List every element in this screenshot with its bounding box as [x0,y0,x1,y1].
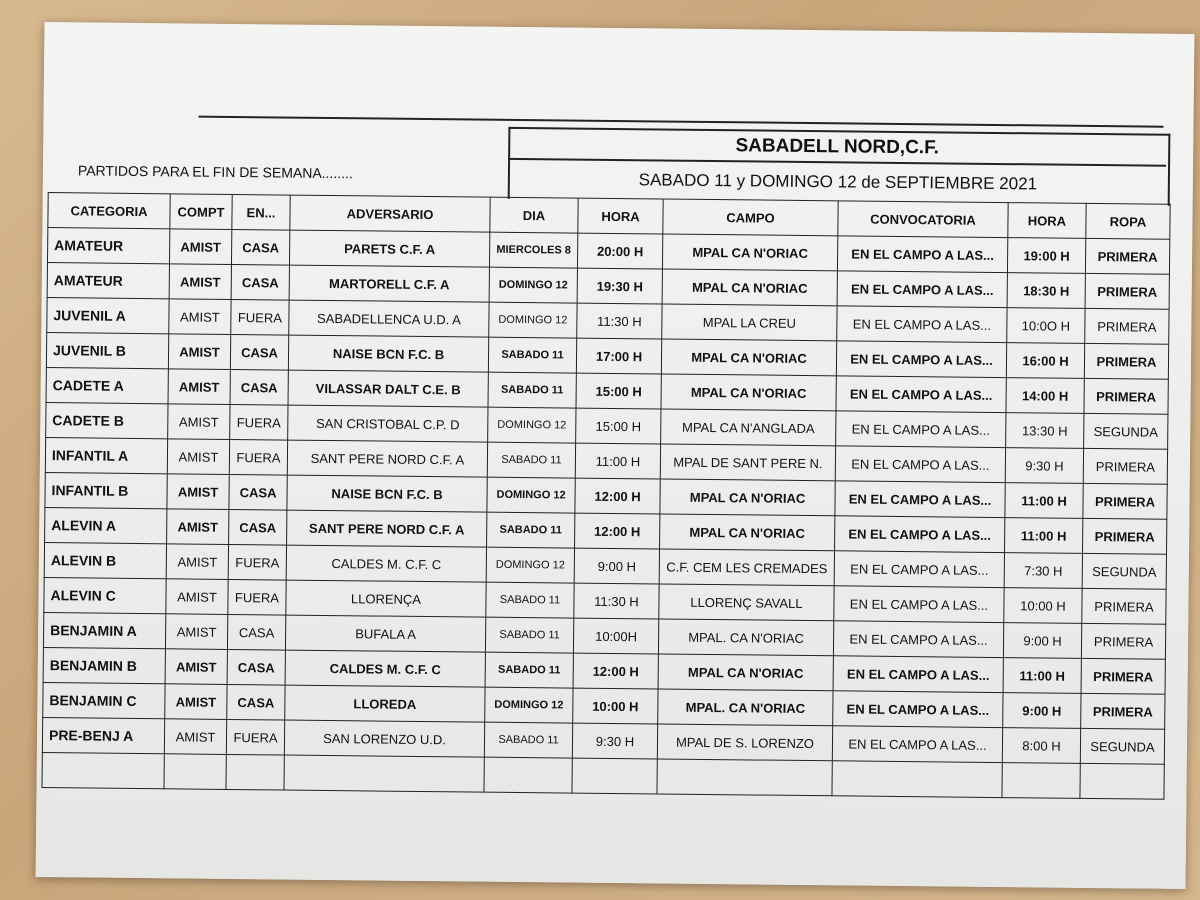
cell-en: FUERA [228,544,286,580]
cell-categoria: ALEVIN B [44,543,166,579]
cell-categoria: AMATEUR [47,263,169,299]
column-header-compt: COMPT [170,194,232,230]
cell-compt: AMIST [165,684,227,720]
cell-hora-convocatoria: 18:30 H [1007,273,1085,309]
cell-categoria: ALEVIN C [44,578,166,614]
cell-adversario: MARTORELL C.F. A [289,265,489,302]
column-header-dia: DIA [490,197,578,233]
column-header-ropa: ROPA [1086,203,1170,239]
cell-dia: DOMINGO 12 [485,687,573,723]
cell-dia: SABADO 11 [488,372,576,408]
cell-ropa: SEGUNDA [1080,728,1164,764]
column-header-campo: CAMPO [663,199,838,236]
cell-hora-convocatoria: 9:30 H [1005,448,1083,484]
empty-cell [226,754,284,790]
cell-hora: 11:00 H [575,443,660,479]
cell-ropa: PRIMERA [1085,308,1169,344]
cell-adversario: NAISE BCN F.C. B [287,475,487,512]
cell-hora: 19:30 H [577,268,662,304]
cell-compt: AMIST [164,719,226,755]
cell-adversario: CALDES M. C.F. C [286,545,486,582]
cell-hora: 12:00 H [573,653,658,689]
cell-convocatoria: EN EL CAMPO A LAS... [833,656,1003,693]
cell-hora-convocatoria: 11:00 H [1003,658,1081,694]
cell-dia: SABADO 11 [487,442,575,478]
cell-en: CASA [229,474,287,510]
cell-ropa: PRIMERA [1083,518,1167,554]
empty-cell [832,761,1002,798]
cell-hora: 15:00 H [576,408,661,444]
empty-cell [284,755,484,792]
cell-compt: AMIST [165,614,227,650]
cell-convocatoria: EN EL CAMPO A LAS... [835,516,1005,553]
cell-campo: LLORENÇ SAVALL [659,584,834,621]
cell-dia: DOMINGO 12 [489,267,577,303]
cell-compt: AMIST [168,334,230,370]
cell-hora: 20:00 H [577,233,662,269]
cell-compt: AMIST [167,474,229,510]
cell-en: CASA [230,369,288,405]
cell-adversario: SANT PERE NORD C.F. A [287,440,487,477]
cell-dia: DOMINGO 12 [488,407,576,443]
cell-dia: DOMINGO 12 [487,477,575,513]
cell-categoria: PRE-BENJ A [42,718,164,754]
match-dates: SABADO 11 y DOMINGO 12 de SEPTIEMBRE 2021 [638,170,1038,194]
cell-dia: DOMINGO 12 [486,547,574,583]
cell-compt: AMIST [168,404,230,440]
cell-convocatoria: EN EL CAMPO A LAS... [837,306,1007,343]
empty-cell [1002,763,1080,799]
cell-campo: MPAL CA N'ORIAC [661,374,836,411]
cell-adversario: PARETS C.F. A [289,230,489,267]
cell-hora-convocatoria: 10:0O H [1007,308,1085,344]
cell-ropa: PRIMERA [1082,588,1166,624]
cell-convocatoria: EN EL CAMPO A LAS... [836,376,1006,413]
cell-ropa: SEGUNDA [1084,413,1168,449]
table-body [42,228,1170,800]
cell-adversario: BUFALA A [285,615,485,652]
cell-convocatoria: EN EL CAMPO A LAS... [834,586,1004,623]
cell-categoria: ALEVIN A [45,508,167,544]
cell-convocatoria: EN EL CAMPO A LAS... [832,726,1002,763]
cell-campo: MPAL CA N'ORIAC [660,514,835,551]
cell-ropa: PRIMERA [1081,623,1165,659]
cell-ropa: PRIMERA [1083,483,1167,519]
empty-cell [164,754,226,790]
cell-hora: 12:00 H [575,478,660,514]
cell-hora-convocatoria: 13:30 H [1006,413,1084,449]
cell-campo: MPAL DE SANT PERE N. [660,444,835,481]
cell-campo: MPAL CA N'ORIAC [661,339,836,376]
cell-adversario: LLOREDA [285,685,485,722]
cell-convocatoria: EN EL CAMPO A LAS... [833,691,1003,728]
cell-dia: MIERCOLES 8 [489,232,577,268]
cell-en: CASA [229,509,287,545]
cell-hora: 15:00 H [576,373,661,409]
cell-compt: AMIST [169,299,231,335]
cell-dia: SABADO 11 [484,722,572,758]
cell-adversario: LLORENÇA [286,580,486,617]
match-schedule-table [41,192,1170,800]
cell-compt: AMIST [167,439,229,475]
cell-ropa: PRIMERA [1085,273,1169,309]
cell-campo: C.F. CEM LES CREMADES [659,549,834,586]
cell-ropa: PRIMERA [1085,238,1169,274]
column-header-hora: HORA [578,198,663,234]
cell-dia: SABADO 11 [485,617,573,653]
cell-campo: MPAL CA N'ORIAC [658,654,833,691]
cell-hora: 10:00H [573,618,658,654]
cell-campo: MPAL CA N'ORIAC [662,269,837,306]
cell-hora-convocatoria: 11:00 H [1005,518,1083,554]
cell-compt: AMIST [169,264,231,300]
cell-hora-convocatoria: 11:00 H [1005,483,1083,519]
cell-adversario: SAN CRISTOBAL C.P. D [288,405,488,442]
cell-categoria: BENJAMIN C [43,683,165,719]
cell-campo: MPAL LA CREU [662,304,837,341]
cell-hora-convocatoria: 16:00 H [1006,343,1084,379]
cell-en: CASA [227,684,285,720]
cell-campo: MPAL. CA N'ORIAC [658,689,833,726]
cell-categoria: JUVENIL A [47,298,169,334]
cell-categoria: INFANTIL B [45,473,167,509]
cell-compt: AMIST [167,509,229,545]
cell-dia: SABADO 11 [485,652,573,688]
cell-ropa: PRIMERA [1084,378,1168,414]
cell-convocatoria: EN EL CAMPO A LAS... [836,341,1006,378]
cell-dia: SABADO 11 [487,512,575,548]
cell-convocatoria: EN EL CAMPO A LAS... [833,621,1003,658]
cell-hora-convocatoria: 14:00 H [1006,378,1084,414]
column-header-adversario: ADVERSARIO [290,195,490,232]
cell-hora-convocatoria: 7:30 H [1004,553,1082,589]
cell-hora-convocatoria: 19:00 H [1007,238,1085,274]
cell-campo: MPAL CA N'ORIAC [660,479,835,516]
cell-adversario: SANT PERE NORD C.F. A [287,510,487,547]
cell-en: CASA [227,614,285,650]
cell-hora: 17:00 H [576,338,661,374]
cell-hora-convocatoria: 8:00 H [1002,728,1080,764]
cell-dia: DOMINGO 12 [489,302,577,338]
cell-adversario: SAN LORENZO U.D. [284,720,484,757]
cell-adversario: CALDES M. C.F. C [285,650,485,687]
cell-hora-convocatoria: 9:00 H [1003,623,1081,659]
cell-adversario: SABADELLENCA U.D. A [289,300,489,337]
cell-en: FUERA [228,579,286,615]
cell-convocatoria: EN EL CAMPO A LAS... [834,551,1004,588]
empty-cell [484,757,572,793]
cell-hora: 9:30 H [572,723,657,759]
cell-convocatoria: EN EL CAMPO A LAS... [836,411,1006,448]
empty-cell [42,753,164,789]
cell-categoria: CADETE A [46,368,168,404]
cell-convocatoria: EN EL CAMPO A LAS... [835,481,1005,518]
empty-cell [572,758,657,794]
cell-categoria: JUVENIL B [46,333,168,369]
schedule-subtitle: PARTIDOS PARA EL FIN DE SEMANA........ [77,162,353,182]
cell-campo: MPAL DE S. LORENZO [657,724,832,761]
cell-en: CASA [231,229,289,265]
cell-compt: AMIST [166,579,228,615]
cell-en: FUERA [226,719,284,755]
cell-adversario: NAISE BCN F.C. B [288,335,488,372]
cell-ropa: PRIMERA [1081,658,1165,694]
cell-en: FUERA [229,439,287,475]
cell-convocatoria: EN EL CAMPO A LAS... [837,236,1007,273]
cell-convocatoria: EN EL CAMPO A LAS... [837,271,1007,308]
column-header-en: EN... [232,194,290,230]
club-title: SABADELL NORD,C.F. [735,135,940,159]
top-rule [199,116,1164,128]
cell-categoria: BENJAMIN B [43,648,165,684]
cell-en: FUERA [231,299,289,335]
cell-en: FUERA [230,404,288,440]
cell-categoria: CADETE B [46,403,168,439]
cell-categoria: BENJAMIN A [43,613,165,649]
column-header-categoria: CATEGORIA [48,193,170,229]
cell-compt: AMIST [165,649,227,685]
cell-en: CASA [230,334,288,370]
cell-dia: SABADO 11 [488,337,576,373]
cell-hora: 11:30 H [574,583,659,619]
cell-hora: 9:00 H [574,548,659,584]
cell-categoria: AMATEUR [47,228,169,264]
cell-en: CASA [231,264,289,300]
empty-cell [657,759,832,796]
cell-compt: AMIST [166,544,228,580]
cell-hora-convocatoria: 10:00 H [1004,588,1082,624]
paper-sheet [36,22,1195,889]
cell-hora: 10:00 H [573,688,658,724]
cell-campo: MPAL CA N'ANGLADA [661,409,836,446]
cell-compt: AMIST [168,369,230,405]
cell-adversario: VILASSAR DALT C.E. B [288,370,488,407]
cell-convocatoria: EN EL CAMPO A LAS... [835,446,1005,483]
cell-ropa: SEGUNDA [1082,553,1166,589]
cell-ropa: PRIMERA [1083,448,1167,484]
cell-campo: MPAL. CA N'ORIAC [658,619,833,656]
cell-hora: 11:30 H [577,303,662,339]
column-header-hora-convocatoria: HORA [1008,203,1086,239]
cell-categoria: INFANTIL A [45,438,167,474]
cell-hora: 12:00 H [575,513,660,549]
cell-ropa: PRIMERA [1081,693,1165,729]
cell-ropa: PRIMERA [1084,343,1168,379]
cell-campo: MPAL CA N'ORIAC [662,234,837,271]
column-header-convocatoria: CONVOCATORIA [838,201,1008,238]
cell-en: CASA [227,649,285,685]
cell-hora-convocatoria: 9:00 H [1003,693,1081,729]
cell-dia: SABADO 11 [486,582,574,618]
cell-compt: AMIST [169,229,231,265]
empty-cell [1080,763,1164,799]
